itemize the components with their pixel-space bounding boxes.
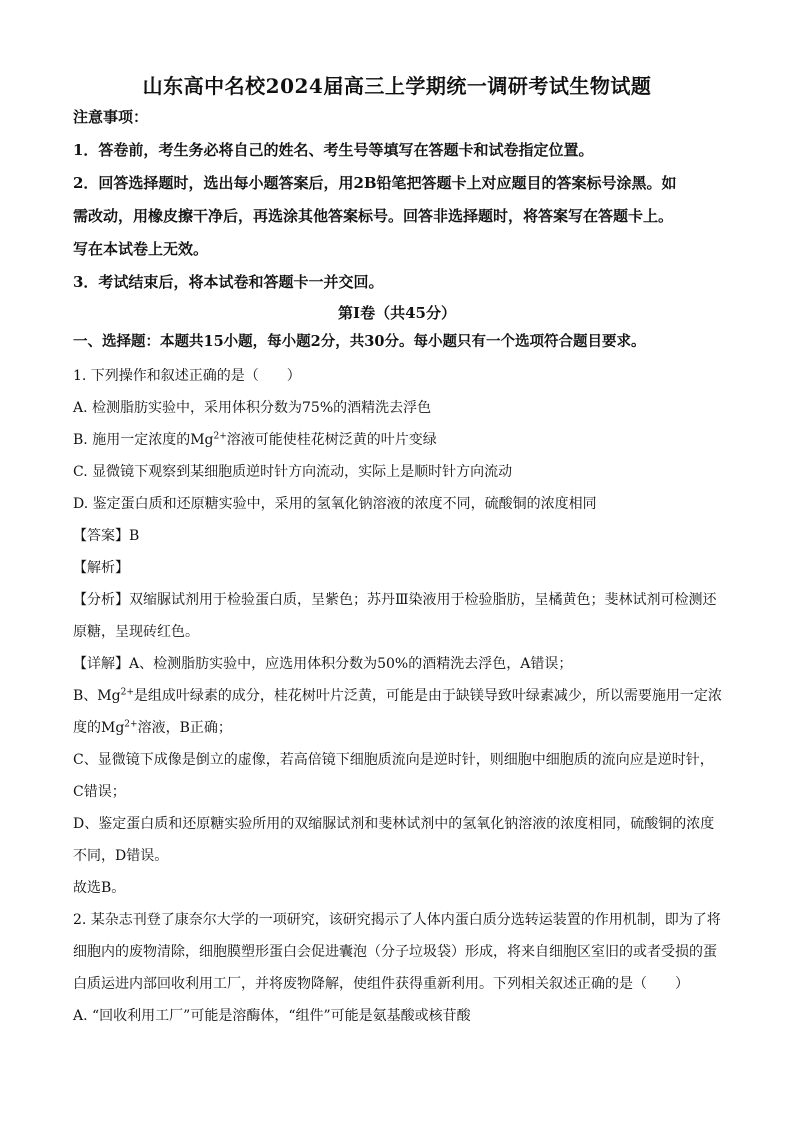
part-title: 一、选择题：本题共15小题，每小题2分，共30分。每小题只有一个选项符合题目要求。: [73, 333, 646, 350]
q2-option-a: A. “回收利用工厂”可能是溶酶体，“组件”可能是氨基酸或核苷酸: [73, 1008, 471, 1024]
q2-stem-line-1: 2. 某杂志刊登了康奈尔大学的一项研究，该研究揭示了人体内蛋白质分选转运装置的作用机制，即为了将: [73, 912, 721, 928]
q2-stem-line-2: 细胞内的废物清除，细胞膜塑形蛋白会促进囊泡（分子垃圾袋）形成，将来自细胞区室旧的或者受损的蛋: [73, 944, 717, 960]
q1-stem: 1. 下列操作和叙述正确的是（ ）: [73, 368, 301, 384]
notice-item-2-cont: 需改动，用橡皮擦干净后，再选涂其他答案标号。回答非选择题时，将答案写在答题卡上。: [73, 207, 674, 225]
q1-detail-b-line-2: 度的$Mg^{2+}$溶液，B正确；: [73, 719, 232, 736]
q1-detail-c-line-2: C错误；: [73, 784, 126, 800]
page-title: 山东高中名校2024届高三上学期统一调研考试生物试题: [142, 74, 652, 98]
notice-item-2-end: 写在本试卷上无效。: [73, 240, 209, 258]
q1-option-c: C. 显微镜下观察到某细胞质逆时针方向流动，实际上是顺时针方向流动: [73, 464, 513, 480]
notice-item-2: 2．回答选择题时，选出每小题答案后，用2B铅笔把答题卡上对应题目的答案标号涂黑。如: [73, 174, 677, 192]
q1-fenxi-line-2: 原糖，呈现砖红色。: [73, 624, 199, 640]
q2-stem-line-3: 白质运进内部回收利用工厂，并将废物降解，使组件获得重新利用。下列相关叙述正确的是（ ）: [73, 976, 689, 992]
section-title: 第I卷（共45分）: [338, 304, 456, 322]
q1-detail-a: 【详解】A、检测脂肪实验中，应选用体积分数为50%的酒精洗去浮色，A错误；: [73, 656, 573, 672]
q1-detail-b-line-1: B、$Mg^{2+}$是组成叶绿素的成分，桂花树叶片泛黄，可能是由于缺镁导致叶绿素减少，所以需要施用一定浓: [73, 687, 722, 704]
notice-item-1: 1．答卷前，考生务必将自己的姓名、考生号等填写在答题卡和试卷指定位置。: [73, 141, 594, 159]
q1-fenxi-line-1: 【分析】双缩脲试剂用于检验蛋白质，呈紫色；苏丹Ⅲ染液用于检验脂肪，呈橘黄色；斐林试剂可检测还: [73, 592, 717, 608]
q1-detail-c-line-1: C、显微镜下成像是倒立的虚像，若高倍镜下细胞质流向是逆时针，则细胞中细胞质的流向应是逆时针，: [73, 752, 714, 768]
notice-item-3: 3．考试结束后，将本试卷和答题卡一并交回。: [73, 273, 384, 291]
q1-detail-d-line-2: 不同，D错误。: [73, 848, 169, 864]
q1-answer: 【答案】B: [73, 528, 140, 544]
q1-option-a: A. 检测脂肪实验中，采用体积分数为75%的酒精洗去浮色: [73, 400, 432, 416]
q1-option-b: B. 施用一定浓度的$Mg^{2+}$溶液可能使桂花树泛黄的叶片变绿: [73, 431, 437, 448]
q1-analysis-label: 【解析】: [73, 560, 129, 576]
notice-heading: 注意事项：: [73, 108, 149, 126]
q1-detail-d-line-1: D、鉴定蛋白质和还原糖实验所用的双缩脲试剂和斐林试剂中的氢氧化钠溶液的浓度相同，硫酸铜的浓度: [73, 816, 715, 832]
q1-conclusion: 故选B。: [73, 880, 126, 896]
q1-option-d: D. 鉴定蛋白质和还原糖实验中，采用的氢氧化钠溶液的浓度不同，硫酸铜的浓度相同: [73, 496, 597, 512]
